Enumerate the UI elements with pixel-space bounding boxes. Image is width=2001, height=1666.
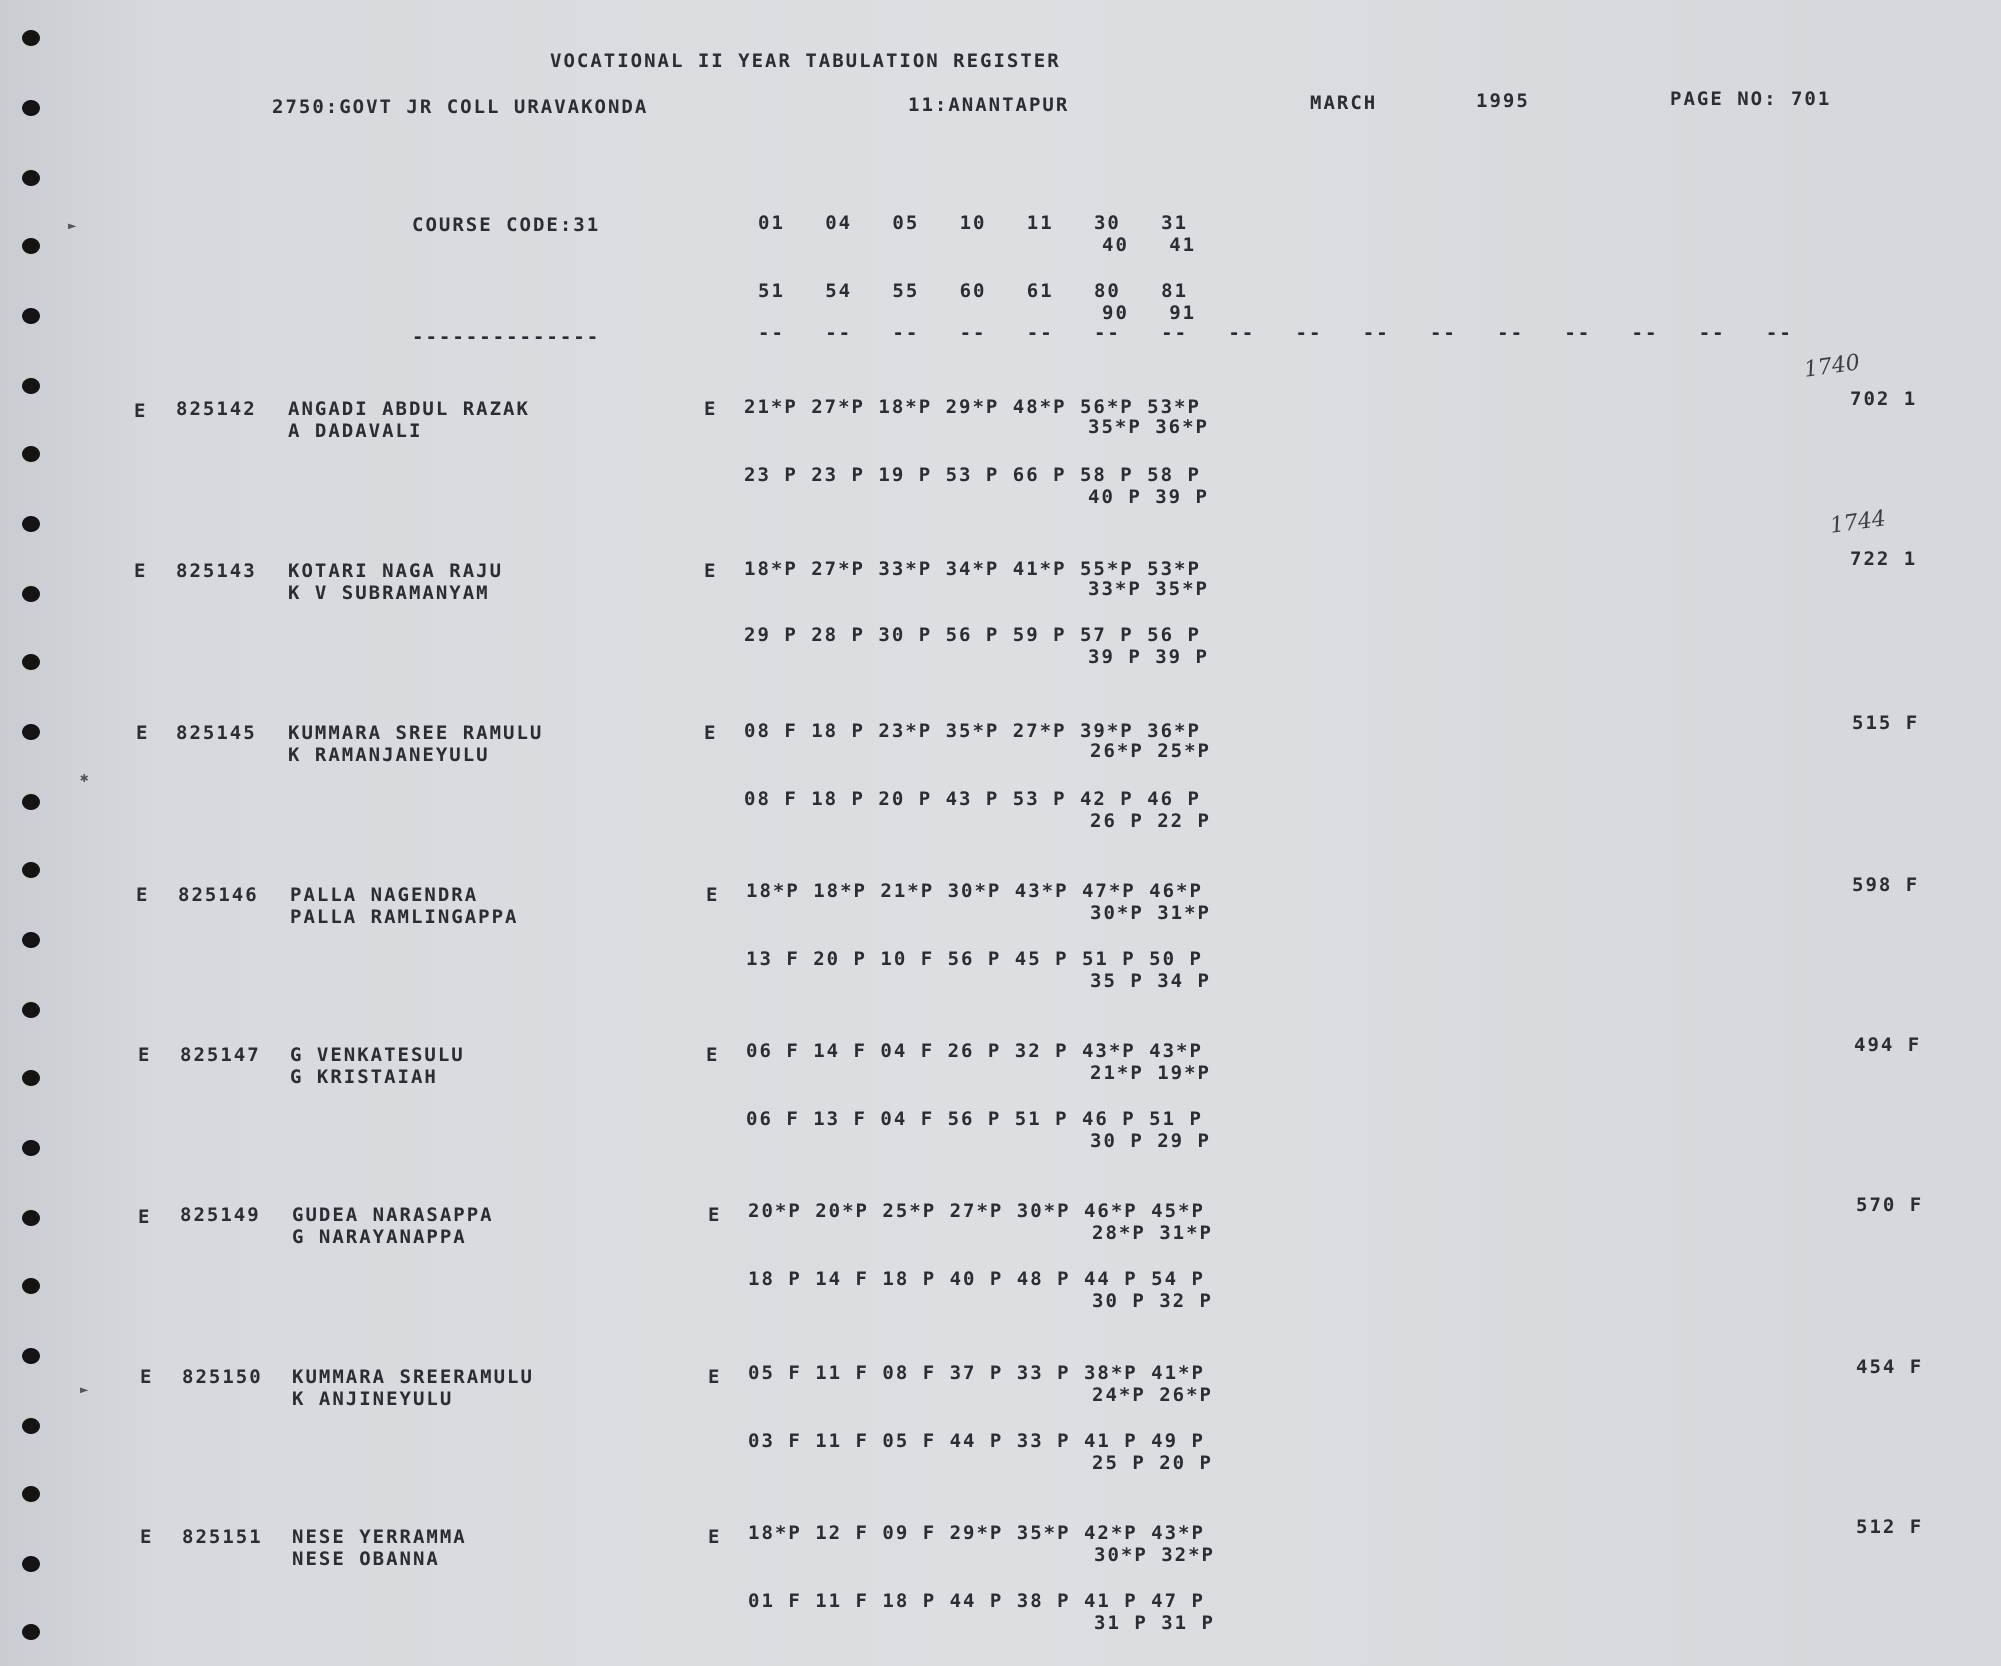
marks-row: 35*P 36*P bbox=[1088, 416, 1209, 438]
marks-row: 08 F 18 P 23*P 35*P 27*P 39*P 36*P bbox=[744, 720, 1201, 742]
marks-row: 20*P 20*P 25*P 27*P 30*P 46*P 45*P bbox=[748, 1200, 1205, 1222]
marks-row: 30*P 31*P bbox=[1090, 902, 1211, 924]
binder-hole bbox=[22, 654, 40, 670]
roll-number: 825151 bbox=[182, 1526, 263, 1548]
roll-number: 825146 bbox=[178, 884, 259, 906]
marks-row: 30 P 32 P bbox=[1092, 1290, 1213, 1312]
binder-hole bbox=[22, 1140, 40, 1156]
exam-flag: E bbox=[706, 1044, 720, 1066]
marks-row: 30*P 32*P bbox=[1094, 1544, 1215, 1566]
marks-row: 18 P 14 F 18 P 40 P 48 P 44 P 54 P bbox=[748, 1268, 1205, 1290]
father-name: NESE OBANNA bbox=[292, 1548, 440, 1570]
marks-row: 24*P 26*P bbox=[1092, 1384, 1213, 1406]
marks-row: 29 P 28 P 30 P 56 P 59 P 57 P 56 P bbox=[744, 624, 1201, 646]
exam-flag: E bbox=[704, 398, 718, 420]
exam-flag: E bbox=[704, 560, 718, 582]
marks-row: 08 F 18 P 20 P 43 P 53 P 42 P 46 P bbox=[744, 788, 1201, 810]
binder-hole bbox=[22, 586, 40, 602]
father-name: G NARAYANAPPA bbox=[292, 1226, 467, 1248]
binder-hole bbox=[22, 932, 40, 948]
roll-number: 825142 bbox=[176, 398, 257, 420]
marks-row: 30 P 29 P bbox=[1090, 1130, 1211, 1152]
subject-codes-row: 40 41 bbox=[1102, 234, 1197, 256]
total-result: 515 F bbox=[1852, 712, 1920, 734]
register-title: VOCATIONAL II YEAR TABULATION REGISTER bbox=[550, 50, 1061, 72]
exam-flag: E bbox=[708, 1366, 722, 1388]
binder-hole bbox=[22, 1278, 40, 1294]
marks-row: 03 F 11 F 05 F 44 P 33 P 41 P 49 P bbox=[748, 1430, 1205, 1452]
marks-row: 31 P 31 P bbox=[1094, 1612, 1215, 1634]
binder-hole bbox=[22, 170, 40, 186]
pin-mark-icon: ✱ bbox=[80, 770, 89, 786]
status-flag: E bbox=[134, 560, 148, 582]
marks-row: 21*P 27*P 18*P 29*P 48*P 56*P 53*P bbox=[744, 396, 1201, 418]
student-name: KUMMARA SREERAMULU bbox=[292, 1366, 534, 1388]
father-name: G KRISTAIAH bbox=[290, 1066, 438, 1088]
marks-row: 18*P 12 F 09 F 29*P 35*P 42*P 43*P bbox=[748, 1522, 1205, 1544]
exam-flag: E bbox=[708, 1526, 722, 1548]
marks-row: 18*P 18*P 21*P 30*P 43*P 47*P 46*P bbox=[746, 880, 1203, 902]
total-result: 512 F bbox=[1856, 1516, 1924, 1538]
binder-hole bbox=[22, 1556, 40, 1572]
marks-row: 06 F 13 F 04 F 56 P 51 P 46 P 51 P bbox=[746, 1108, 1203, 1130]
pin-mark-icon: ► bbox=[68, 218, 77, 234]
status-flag: E bbox=[140, 1366, 154, 1388]
student-name: G VENKATESULU bbox=[290, 1044, 465, 1066]
marks-row: 35 P 34 P bbox=[1090, 970, 1211, 992]
marks-row: 26 P 22 P bbox=[1090, 810, 1211, 832]
subject-codes-row: 90 91 bbox=[1102, 302, 1197, 324]
roll-number: 825150 bbox=[182, 1366, 263, 1388]
marks-row: 05 F 11 F 08 F 37 P 33 P 38*P 41*P bbox=[748, 1362, 1205, 1384]
marks-row: 23 P 23 P 19 P 53 P 66 P 58 P 58 P bbox=[744, 464, 1201, 486]
total-result: 722 1 bbox=[1850, 548, 1918, 570]
marks-row: 26*P 25*P bbox=[1090, 740, 1211, 762]
binder-hole bbox=[22, 1624, 40, 1640]
marks-row: 25 P 20 P bbox=[1092, 1452, 1213, 1474]
exam-month: MARCH bbox=[1310, 92, 1378, 114]
father-name: PALLA RAMLINGAPPA bbox=[290, 906, 519, 928]
status-flag: E bbox=[134, 400, 148, 422]
status-flag: E bbox=[138, 1044, 152, 1066]
student-name: PALLA NAGENDRA bbox=[290, 884, 479, 906]
father-name: K V SUBRAMANYAM bbox=[288, 582, 490, 604]
binder-hole bbox=[22, 516, 40, 532]
page-number: PAGE NO: 701 bbox=[1670, 88, 1832, 110]
binder-hole bbox=[22, 1486, 40, 1502]
marks-row: 06 F 14 F 04 F 26 P 32 P 43*P 43*P bbox=[746, 1040, 1203, 1062]
status-flag: E bbox=[138, 1206, 152, 1228]
student-name: KOTARI NAGA RAJU bbox=[288, 560, 504, 582]
marks-row: 01 F 11 F 18 P 44 P 38 P 41 P 47 P bbox=[748, 1590, 1205, 1612]
status-flag: E bbox=[136, 722, 150, 744]
course-code-underline: -------------- bbox=[412, 326, 601, 348]
subject-codes-row: 01 04 05 10 11 30 31 bbox=[758, 212, 1189, 234]
course-code: COURSE CODE:31 bbox=[412, 214, 601, 236]
student-name: GUDEA NARASAPPA bbox=[292, 1204, 494, 1226]
status-flag: E bbox=[140, 1526, 154, 1548]
status-flag: E bbox=[136, 884, 150, 906]
column-dash-row: -- -- -- -- -- -- -- -- -- -- -- -- -- -- -- -- bbox=[758, 322, 1793, 344]
roll-number: 825145 bbox=[176, 722, 257, 744]
marks-row: 18*P 27*P 33*P 34*P 41*P 55*P 53*P bbox=[744, 558, 1201, 580]
exam-year: 1995 bbox=[1476, 90, 1530, 112]
marks-row: 40 P 39 P bbox=[1088, 486, 1209, 508]
binder-hole bbox=[22, 446, 40, 462]
marks-row: 13 F 20 P 10 F 56 P 45 P 51 P 50 P bbox=[746, 948, 1203, 970]
father-name: A DADAVALI bbox=[288, 420, 423, 442]
binder-hole bbox=[22, 1002, 40, 1018]
marks-row: 28*P 31*P bbox=[1092, 1222, 1213, 1244]
binder-hole bbox=[22, 794, 40, 810]
total-result: 494 F bbox=[1854, 1034, 1922, 1056]
marks-row: 21*P 19*P bbox=[1090, 1062, 1211, 1084]
binder-hole bbox=[22, 724, 40, 740]
student-name: KUMMARA SREE RAMULU bbox=[288, 722, 544, 744]
student-name: ANGADI ABDUL RAZAK bbox=[288, 398, 530, 420]
pin-mark-icon: ► bbox=[80, 1382, 89, 1398]
roll-number: 825149 bbox=[180, 1204, 261, 1226]
binder-hole bbox=[22, 1418, 40, 1434]
binder-hole bbox=[22, 100, 40, 116]
binder-hole bbox=[22, 1070, 40, 1086]
binder-hole bbox=[22, 378, 40, 394]
father-name: K ANJINEYULU bbox=[292, 1388, 454, 1410]
handwritten-note: 1744 bbox=[1828, 506, 1888, 539]
exam-flag: E bbox=[708, 1204, 722, 1226]
handwritten-note: 1740 bbox=[1802, 350, 1862, 383]
marks-row: 33*P 35*P bbox=[1088, 578, 1209, 600]
total-result: 702 1 bbox=[1850, 388, 1918, 410]
binder-hole bbox=[22, 30, 40, 46]
binder-hole bbox=[22, 308, 40, 324]
binder-hole bbox=[22, 238, 40, 254]
father-name: K RAMANJANEYULU bbox=[288, 744, 490, 766]
exam-flag: E bbox=[706, 884, 720, 906]
total-result: 598 F bbox=[1852, 874, 1920, 896]
binder-hole bbox=[22, 1210, 40, 1226]
exam-flag: E bbox=[704, 722, 718, 744]
binder-hole bbox=[22, 1348, 40, 1364]
subject-codes-row: 51 54 55 60 61 80 81 bbox=[758, 280, 1189, 302]
college-name: 2750:GOVT JR COLL URAVAKONDA bbox=[272, 96, 649, 118]
binder-hole bbox=[22, 862, 40, 878]
total-result: 570 F bbox=[1856, 1194, 1924, 1216]
roll-number: 825147 bbox=[180, 1044, 261, 1066]
marks-row: 39 P 39 P bbox=[1088, 646, 1209, 668]
roll-number: 825143 bbox=[176, 560, 257, 582]
total-result: 454 F bbox=[1856, 1356, 1924, 1378]
district-name: 11:ANANTAPUR bbox=[908, 94, 1070, 116]
student-name: NESE YERRAMMA bbox=[292, 1526, 467, 1548]
